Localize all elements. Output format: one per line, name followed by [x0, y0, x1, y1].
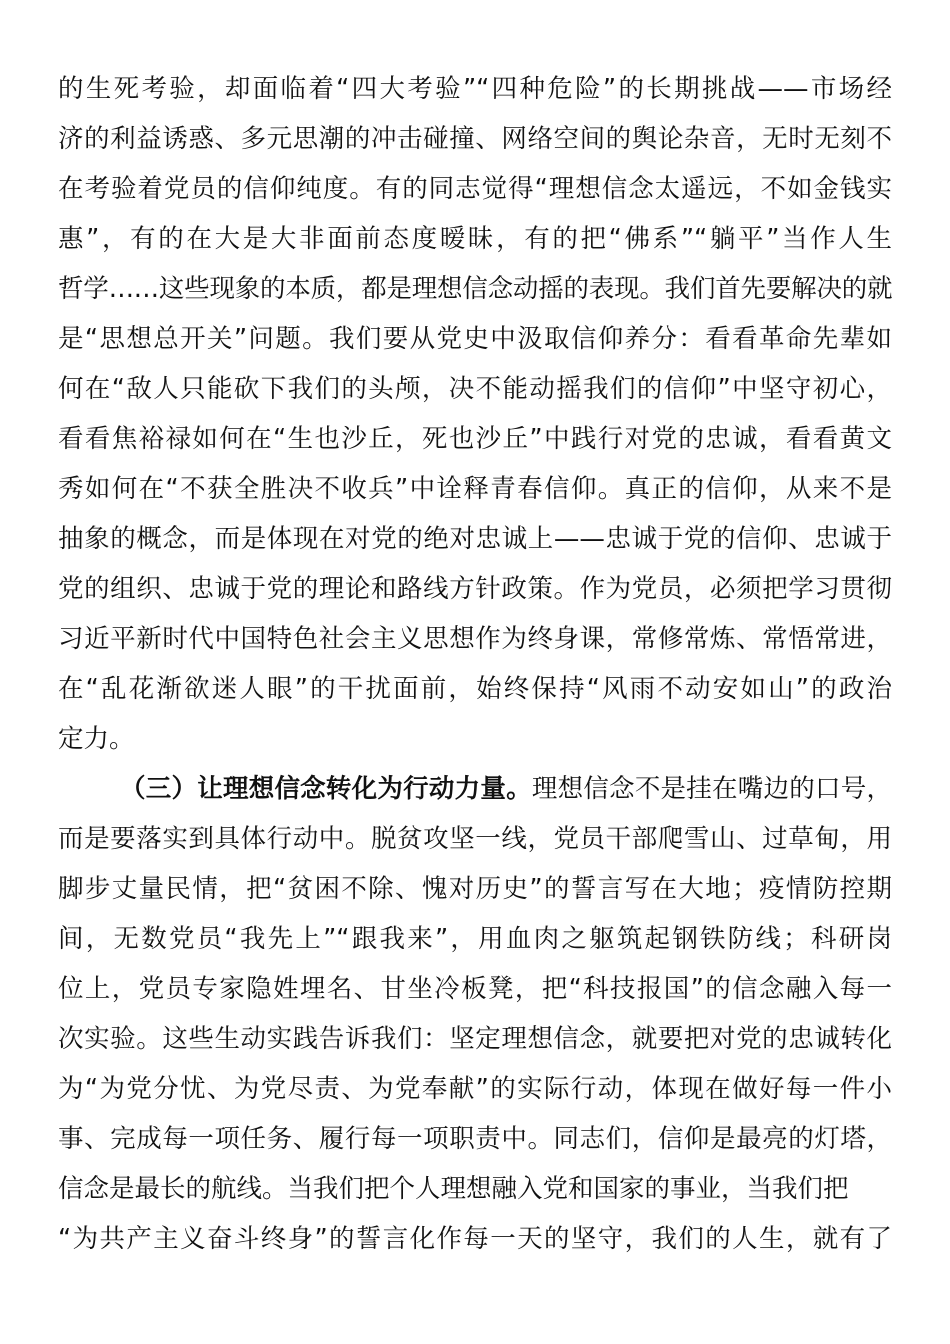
text-line: 而是要落实到具体行动中。脱贫攻坚一线，党员干部爬雪山、过草甸，用 — [58, 824, 892, 854]
section-heading: （三）让理想信念转化为行动力量。 — [120, 774, 532, 804]
text-line: 是“思想总开关”问题。我们要从党史中汲取信仰养分：看看革命先辈如 — [58, 324, 892, 354]
text-line: 次实验。这些生动实践告诉我们：坚定理想信念，就要把对党的忠诚转化 — [58, 1024, 892, 1054]
text-line: 何在“敌人只能砍下我们的头颅，决不能动摇我们的信仰”中坚守初心， — [58, 374, 892, 404]
text-line: 济的利益诱惑、多元思潮的冲击碰撞、网络空间的舆论杂音，无时无刻不 — [58, 124, 892, 154]
heading-line-rest: 理想信念不是挂在嘴边的口号， — [531, 774, 892, 804]
text-line: 哲学……这些现象的本质，都是理想信念动摇的表现。我们首先要解决的就 — [58, 274, 892, 304]
text-line: 惠”，有的在大是大非面前态度暧昧，有的把“佛系”“躺平”当作人生 — [58, 224, 892, 254]
text-line: 信念是最长的航线。当我们把个人理想融入党和国家的事业，当我们把 — [58, 1174, 849, 1204]
text-line: 党的组织、忠诚于党的理论和路线方针政策。作为党员，必须把学习贯彻 — [58, 574, 892, 604]
text-line-last: 定力。 — [58, 724, 135, 754]
text-line: 看看焦裕禄如何在“生也沙丘，死也沙丘”中践行对党的忠诚，看看黄文 — [58, 424, 892, 454]
text-line: 秀如何在“不获全胜决不收兵”中诠释青春信仰。真正的信仰，从来不是 — [58, 474, 892, 504]
text-line: 为“为党分忧、为党尽责、为党奉献”的实际行动，体现在做好每一件小 — [58, 1074, 892, 1104]
text-line: 脚步丈量民情，把“贫困不除、愧对历史”的誓言写在大地；疫情防控期 — [58, 874, 892, 904]
text-line: 间，无数党员“我先上”“跟我来”，用血肉之躯筑起钢铁防线；科研岗 — [58, 924, 892, 954]
section-heading-line — [120, 764, 892, 814]
text-line: “为共产主义奋斗终身”的誓言化作每一天的坚守，我们的人生，就有了 — [58, 1224, 892, 1254]
text-line: 位上，党员专家隐姓埋名、甘坐冷板凳，把“科技报国”的信念融入每一 — [58, 974, 892, 1004]
text-line: 在“乱花渐欲迷人眼”的干扰面前，始终保持“风雨不动安如山”的政治 — [58, 674, 892, 704]
text-line: 习近平新时代中国特色社会主义思想作为终身课，常修常炼、常悟常进， — [58, 624, 892, 654]
text-line: 的生死考验，却面临着“四大考验”“四种危险”的长期挑战——市场经 — [58, 74, 892, 104]
text-line: 在考验着党员的信仰纯度。有的同志觉得“理想信念太遥远，不如金钱实 — [58, 174, 892, 204]
text-line: 抽象的概念，而是体现在对党的绝对忠诚上——忠诚于党的信仰、忠诚于 — [58, 524, 892, 554]
text-line: 事、完成每一项任务、履行每一项职责中。同志们，信仰是最亮的灯塔， — [58, 1124, 892, 1154]
